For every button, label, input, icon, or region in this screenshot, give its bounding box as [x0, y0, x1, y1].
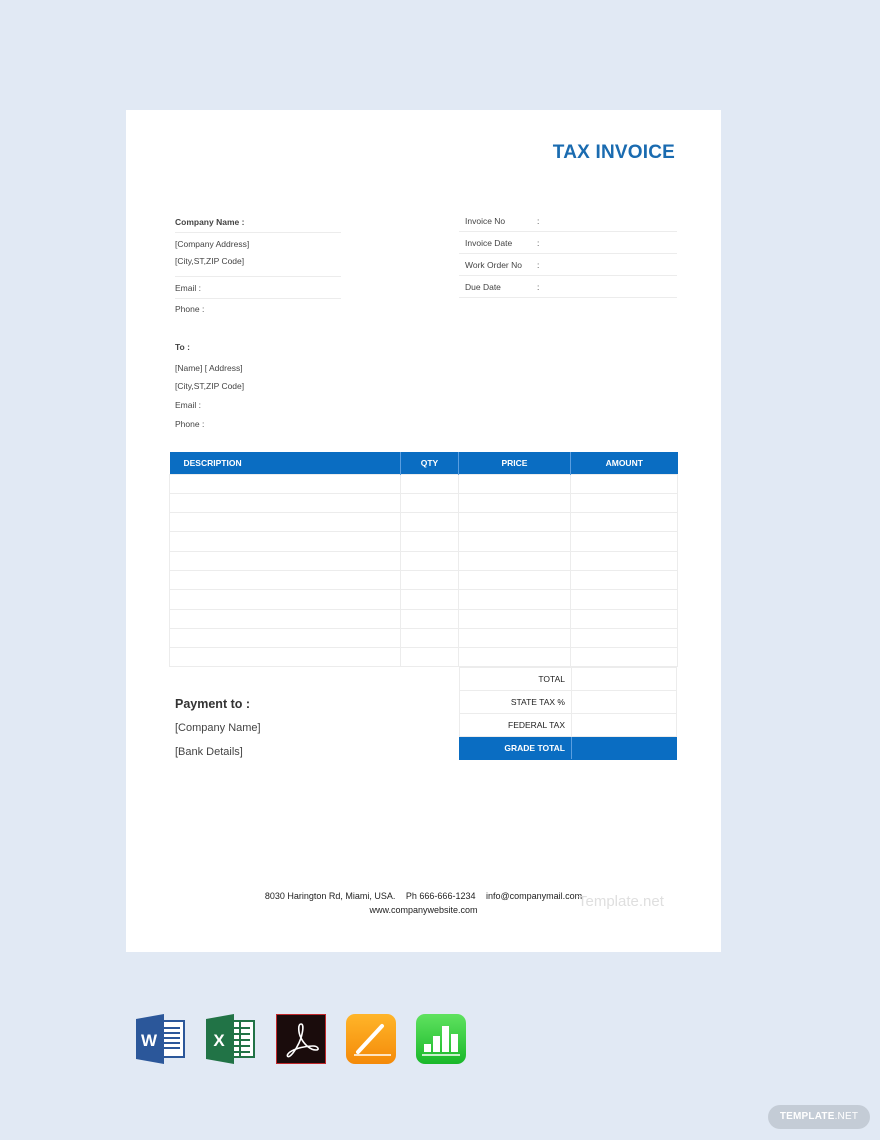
meta-colon: :: [537, 260, 540, 270]
cell-description[interactable]: [170, 493, 401, 512]
footer-phone: Ph 666-666-1234: [405, 891, 476, 901]
cell-description[interactable]: [170, 474, 401, 493]
cell-qty[interactable]: [401, 648, 459, 667]
cell-description[interactable]: [170, 628, 401, 647]
table-row: [170, 513, 678, 532]
cell-qty[interactable]: [401, 628, 459, 647]
cell-amount[interactable]: [571, 570, 678, 589]
state-tax-value[interactable]: [572, 691, 677, 714]
table-row: [170, 609, 678, 628]
cell-amount[interactable]: [571, 493, 678, 512]
divider: [175, 232, 341, 233]
meta-label: Invoice No: [465, 216, 506, 226]
footer-website: www.companywebsite.com: [369, 905, 478, 915]
meta-label: Due Date: [465, 282, 501, 292]
meta-work-order-no: [459, 254, 677, 276]
cell-price[interactable]: [459, 590, 571, 609]
pages-format-icon[interactable]: [346, 1014, 396, 1064]
items-header-row: [170, 452, 678, 474]
table-row: [170, 590, 678, 609]
totals-row-total: [460, 668, 677, 691]
cell-price[interactable]: [459, 648, 571, 667]
table-row: [170, 570, 678, 589]
company-address: [Company Address]: [175, 239, 250, 249]
numbers-format-icon[interactable]: [416, 1014, 466, 1064]
cell-description[interactable]: [170, 590, 401, 609]
payment-company: [Company Name]: [175, 722, 261, 734]
cell-qty[interactable]: [401, 493, 459, 512]
cell-qty[interactable]: [401, 609, 459, 628]
column-header-price: PRICE: [459, 452, 571, 474]
cell-price[interactable]: [459, 493, 571, 512]
federal-tax-value[interactable]: [572, 714, 677, 737]
meta-due-date: [459, 276, 677, 298]
footer-email: info@companymail.com: [485, 891, 583, 901]
grade-total-label: GRADE TOTAL: [460, 737, 572, 760]
cell-price[interactable]: [459, 551, 571, 570]
cell-amount[interactable]: [571, 551, 678, 570]
cell-qty[interactable]: [401, 551, 459, 570]
company-city: [City,ST,ZIP Code]: [175, 256, 245, 266]
meta-invoice-date: [459, 232, 677, 254]
invoice-page: [126, 110, 721, 952]
svg-text:W: W: [140, 1031, 158, 1050]
cell-qty[interactable]: [401, 590, 459, 609]
cell-amount[interactable]: [571, 609, 678, 628]
table-row: [170, 493, 678, 512]
footer-address: 8030 Harington Rd, Miami, USA.: [264, 891, 396, 901]
cell-qty[interactable]: [401, 474, 459, 493]
pdf-format-icon[interactable]: [276, 1014, 326, 1064]
to-phone-label: Phone :: [175, 419, 205, 429]
invoice-title: TAX INVOICE: [552, 142, 675, 163]
meta-invoice-no: [459, 210, 677, 232]
to-name-address: [Name] [ Address]: [175, 363, 243, 373]
cell-qty[interactable]: [401, 570, 459, 589]
badge-thin-text: .NET: [834, 1111, 859, 1122]
cell-price[interactable]: [459, 570, 571, 589]
badge-bold-text: TEMPLATE: [779, 1111, 835, 1122]
to-label: To :: [175, 342, 190, 352]
cell-price[interactable]: [459, 532, 571, 551]
cell-description[interactable]: [170, 532, 401, 551]
cell-description[interactable]: [170, 609, 401, 628]
column-header-amount: AMOUNT: [571, 452, 678, 474]
items-table: [169, 452, 678, 667]
template-net-badge[interactable]: [768, 1105, 870, 1129]
table-row: [170, 532, 678, 551]
grade-total-value[interactable]: [572, 737, 677, 760]
cell-price[interactable]: [459, 609, 571, 628]
total-value[interactable]: [572, 668, 677, 691]
table-row: [170, 628, 678, 647]
total-label: TOTAL: [460, 668, 572, 691]
word-format-icon[interactable]: [136, 1014, 186, 1064]
meta-label: Work Order No: [465, 260, 522, 270]
cell-amount[interactable]: [571, 474, 678, 493]
table-row: [170, 648, 678, 667]
watermark: Template.net: [578, 893, 664, 910]
divider: [175, 276, 341, 277]
cell-description[interactable]: [170, 570, 401, 589]
cell-qty[interactable]: [401, 532, 459, 551]
to-email-label: Email :: [175, 400, 201, 410]
cell-amount[interactable]: [571, 513, 678, 532]
cell-amount[interactable]: [571, 532, 678, 551]
column-header-description: DESCRIPTION: [170, 452, 401, 474]
company-phone-label: Phone :: [175, 304, 205, 314]
table-row: [170, 551, 678, 570]
cell-description[interactable]: [170, 551, 401, 570]
totals-table: [459, 667, 677, 760]
totals-row-state-tax: [460, 691, 677, 714]
state-tax-label: STATE TAX %: [460, 691, 572, 714]
company-name-label: Company Name :: [175, 217, 245, 227]
cell-description[interactable]: [170, 648, 401, 667]
table-row: [170, 474, 678, 493]
meta-colon: :: [537, 282, 540, 292]
cell-amount[interactable]: [571, 590, 678, 609]
to-city: [City,ST,ZIP Code]: [175, 381, 245, 391]
cell-price[interactable]: [459, 474, 571, 493]
cell-amount[interactable]: [571, 628, 678, 647]
meta-label: Invoice Date: [465, 238, 513, 248]
totals-row-grade-total: [460, 737, 677, 760]
company-email-label: Email :: [175, 283, 201, 293]
excel-format-icon[interactable]: [206, 1014, 256, 1064]
cell-description[interactable]: [170, 513, 401, 532]
meta-colon: :: [537, 216, 540, 226]
column-header-qty: QTY: [401, 452, 459, 474]
cell-amount[interactable]: [571, 648, 678, 667]
payment-title: Payment to :: [175, 697, 251, 711]
cell-qty[interactable]: [401, 513, 459, 532]
svg-text:X: X: [213, 1031, 225, 1050]
federal-tax-label: FEDERAL TAX: [460, 714, 572, 737]
meta-colon: :: [537, 238, 540, 248]
payment-bank: [Bank Details]: [175, 746, 243, 758]
cell-price[interactable]: [459, 513, 571, 532]
divider: [175, 298, 341, 299]
totals-row-federal-tax: [460, 714, 677, 737]
cell-price[interactable]: [459, 628, 571, 647]
